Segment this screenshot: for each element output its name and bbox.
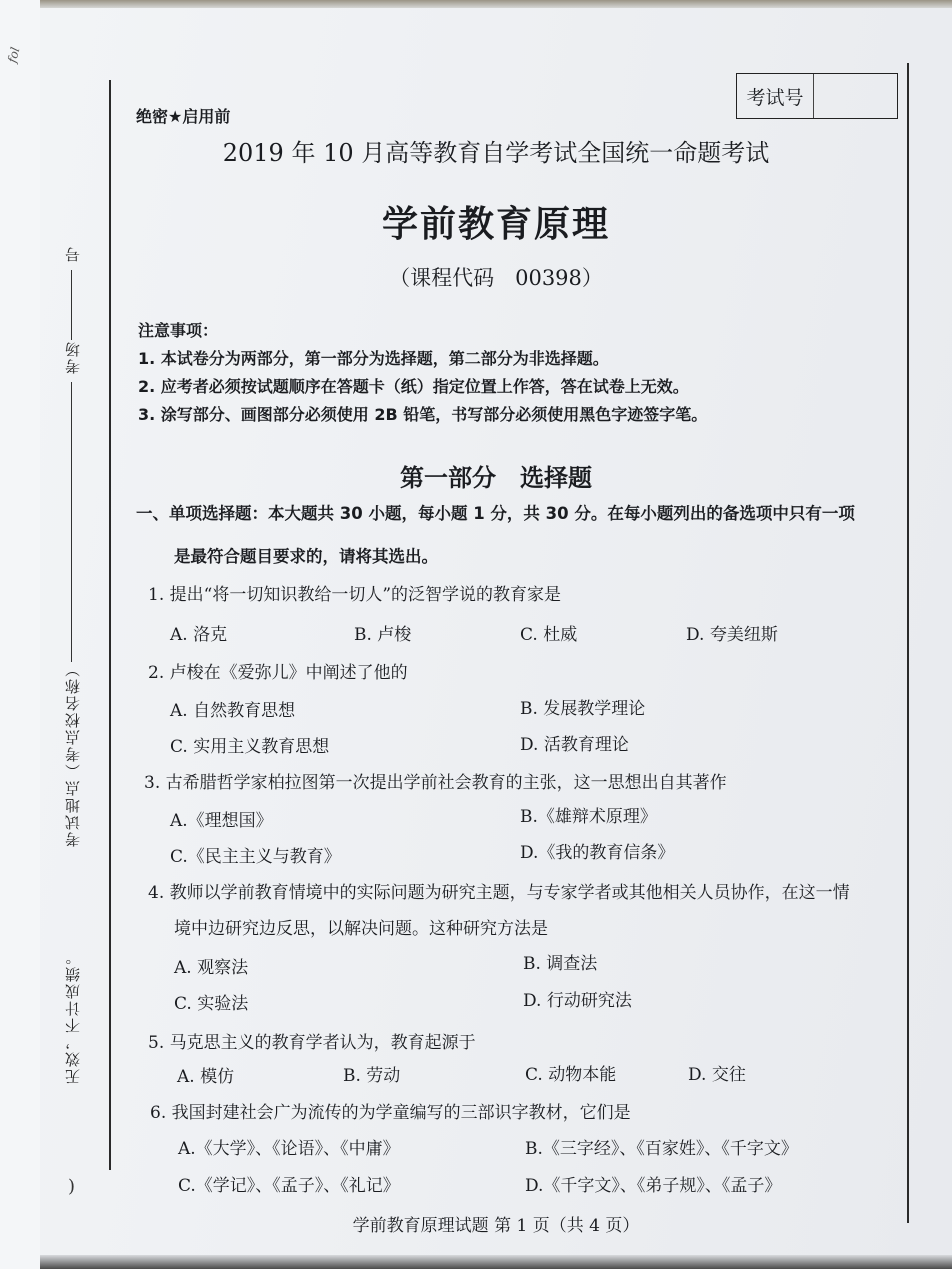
option: D. 交往	[688, 1065, 746, 1085]
exam-number-field[interactable]	[814, 74, 897, 118]
option: C.《民主主义与教育》	[170, 847, 341, 867]
binding-number-label: 号	[64, 245, 82, 262]
binding-underline	[71, 382, 72, 662]
option: B.《三字经》、《百家姓》、《千字文》	[525, 1139, 798, 1159]
option: C. 实用主义教育思想	[170, 737, 330, 757]
option: B. 调查法	[523, 954, 598, 974]
section-heading-cont: 是最符合题目要求的，请将其选出。	[174, 547, 438, 566]
notice-item: 3. 涂写部分、画图部分必须使用 2B 铅笔，书写部分必须使用黑色字迹签字笔。	[138, 405, 708, 424]
question-stem: 6. 我国封建社会广为流传的为学童编写的三部识字教材，它们是	[150, 1103, 631, 1123]
option: B. 发展教学理论	[520, 699, 646, 719]
option: B. 卢梭	[354, 625, 412, 645]
question-stem: 4. 教师以学前教育情境中的实际问题为研究主题，与专家学者或其他相关人员协作，在这一情	[148, 883, 850, 903]
option: D.《我的教育信条》	[520, 843, 675, 863]
exam-number-label: 考试号	[737, 74, 814, 118]
adjacent-page	[0, 0, 40, 1269]
option: C. 杜威	[520, 625, 578, 645]
option: A. 洛克	[170, 625, 228, 645]
option: B.《雄辩术原理》	[520, 807, 657, 827]
option: A.《理想国》	[170, 811, 273, 831]
option: C. 动物本能	[525, 1065, 617, 1085]
question-stem: 1. 提出“将一切知识教给一切人”的泛智学说的教育家是	[148, 585, 562, 605]
subject-title: 学前教育原理	[381, 204, 610, 245]
page-footer: 学前教育原理试题 第 1 页（共 4 页）	[352, 1216, 640, 1236]
exam-title: 2019 年 10 月高等教育自学考试全国统一命题考试	[222, 139, 770, 167]
binding-paren: )	[68, 1176, 76, 1197]
option: D. 行动研究法	[523, 991, 632, 1011]
question-stem: 2. 卢梭在《爱弥儿》中阐述了他的	[148, 663, 408, 683]
notice-title: 注意事项：	[138, 321, 219, 340]
option: D.《千字文》、《弟子规》、《孟子》	[525, 1176, 782, 1196]
section-heading: 一、单项选择题：本大题共 30 小题，每小题 1 分，共 30 分。在每小题列出的备选项中只有一项	[136, 504, 855, 523]
notice-item: 2. 应考者必须按试题顺序在答题卡（纸）指定位置上作答，答在试卷上无效。	[138, 377, 689, 396]
binding-exam-location-label: 考试地点（考点校名称）	[64, 660, 82, 847]
option: C.《学记》、《孟子》、《礼记》	[178, 1176, 400, 1196]
course-code: （课程代码 00398）	[389, 266, 603, 290]
question-stem-cont: 境中边研究边反思，以解决问题。这种研究方法是	[174, 919, 548, 939]
option: D. 活教育理论	[520, 735, 629, 755]
part-title: 第一部分 选择题	[400, 464, 592, 492]
option: D. 夸美纽斯	[686, 625, 778, 645]
option: A. 自然教育思想	[170, 701, 296, 721]
confidential-label: 绝密★启用前	[136, 107, 231, 126]
exam-number-box	[736, 73, 898, 119]
option: B. 劳动	[343, 1066, 401, 1086]
handwritten-mark: fol	[4, 45, 23, 65]
binding-exam-room-label: 考场	[64, 340, 82, 374]
option: A.《大学》、《论语》、《中庸》	[178, 1139, 400, 1159]
option: A. 观察法	[174, 958, 249, 978]
option: C. 实验法	[174, 994, 249, 1014]
question-stem: 3. 古希腊哲学家柏拉图第一次提出学前社会教育的主张，这一思想出自其著作	[144, 773, 727, 793]
exam-paper-page	[40, 8, 952, 1256]
option: A. 模仿	[177, 1067, 235, 1087]
question-stem: 5. 马克思主义的教育学者认为，教育起源于	[148, 1033, 476, 1053]
notice-item: 1. 本试卷分为两部分，第一部分为选择题，第二部分为非选择题。	[138, 349, 609, 368]
background-bottom	[40, 1255, 952, 1269]
binding-invalid-note: 无效，不计成绩。	[64, 948, 82, 1084]
